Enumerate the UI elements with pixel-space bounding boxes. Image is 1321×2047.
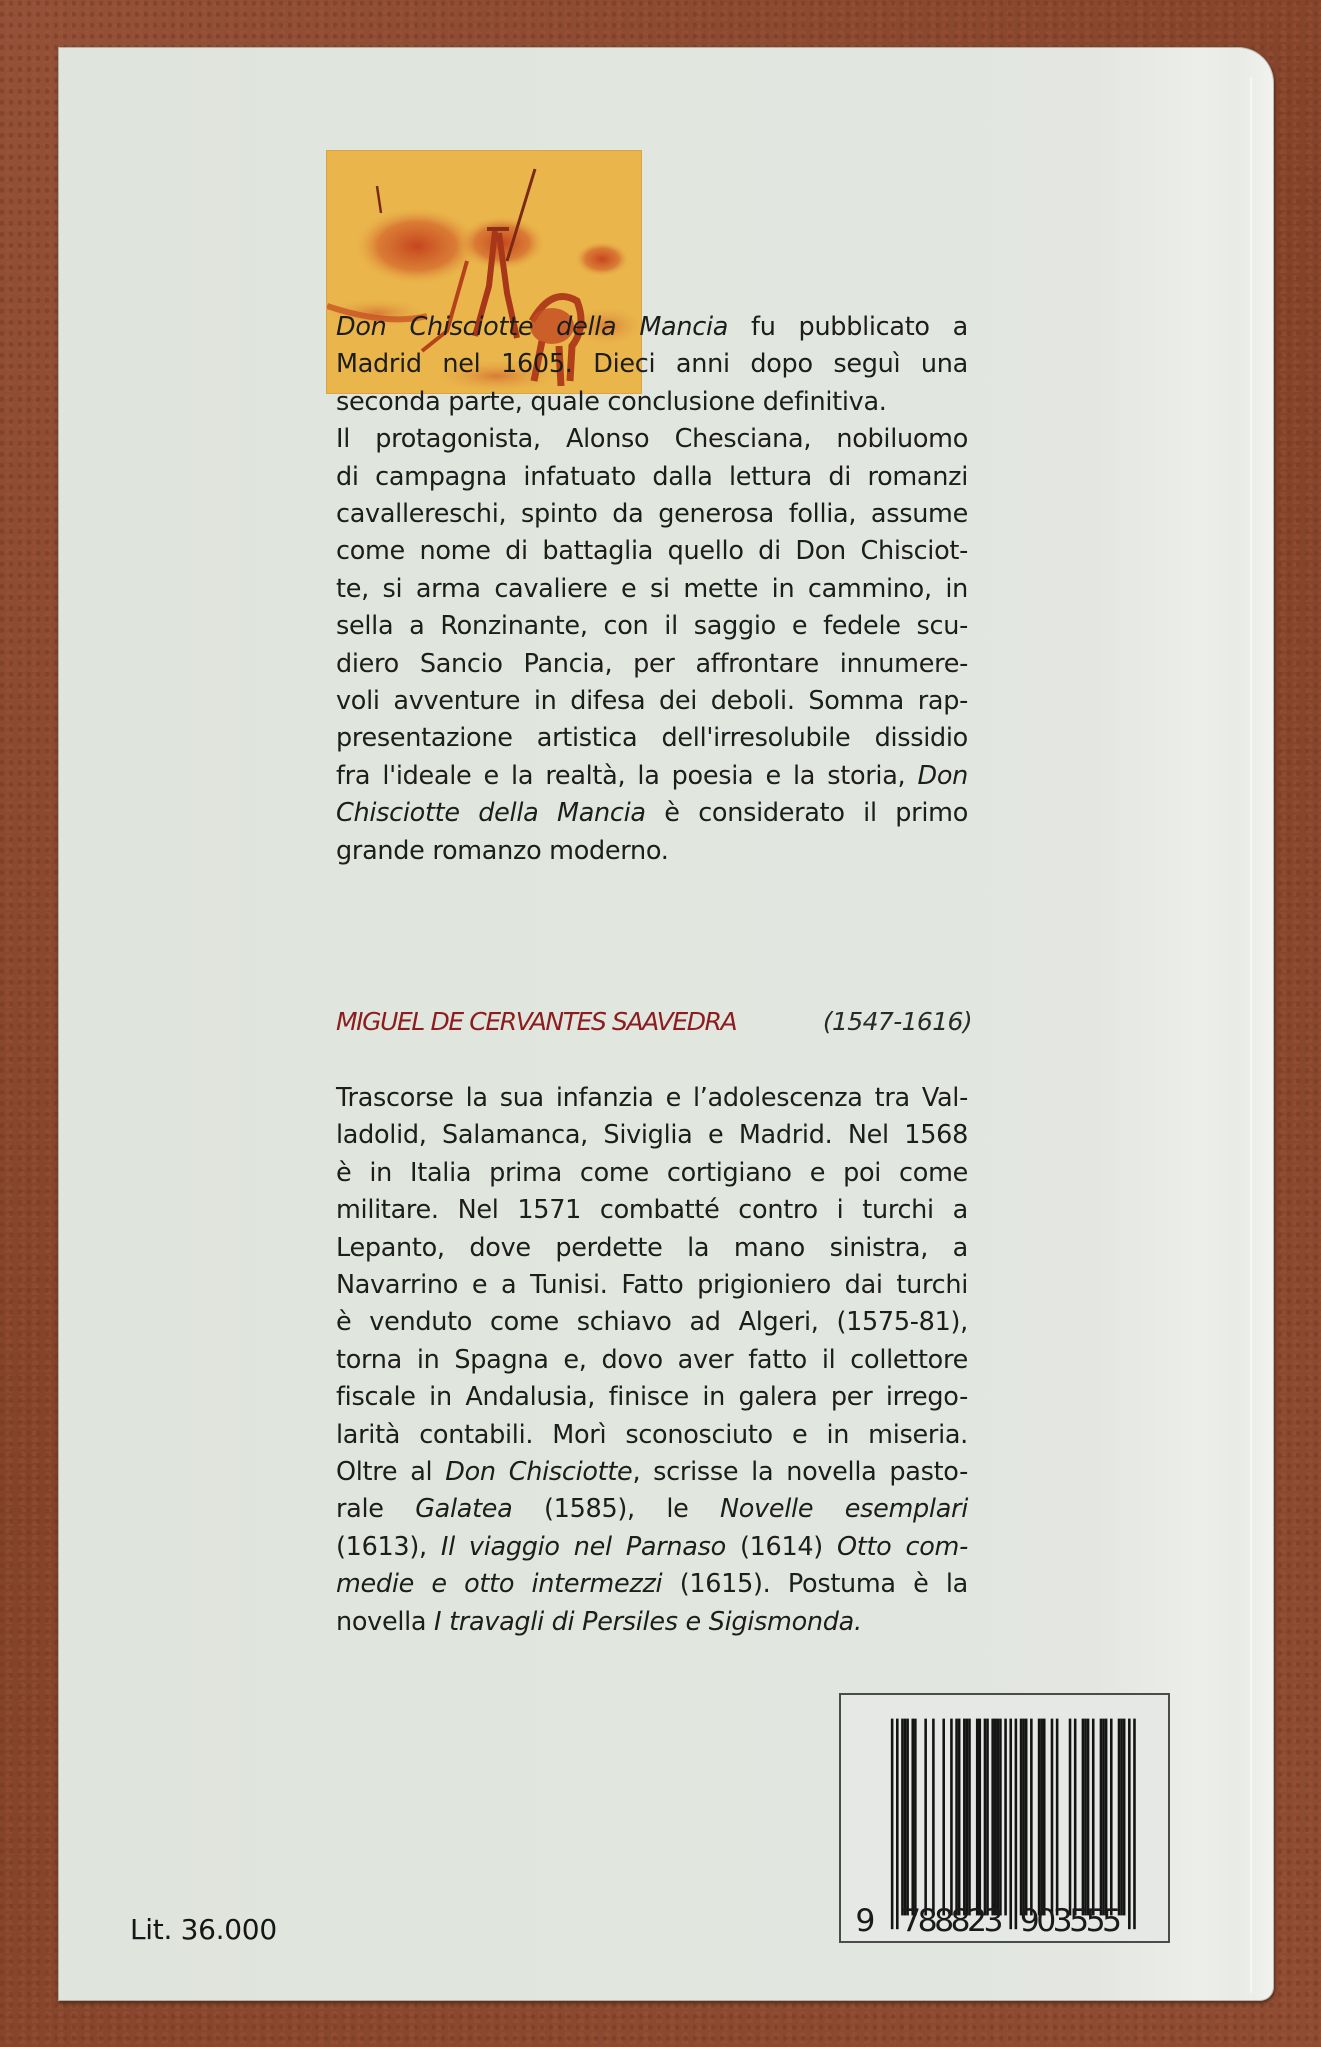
text-run: grande romanzo moderno.: [336, 835, 669, 866]
italic-title-text: Don: [917, 760, 968, 791]
barcode-lead-digit: 9: [855, 1903, 876, 1940]
text-run: come nome di battaglia quello di Don Chisciot-: [336, 536, 968, 567]
text-run: Madrid nel 1605. Dieci anni dopo seguì una: [336, 349, 968, 380]
text-line: [336, 1117, 968, 1154]
text-line: [336, 571, 968, 608]
text-run: fu pubblicato a: [728, 312, 968, 342]
text-run: voli avventure in difesa dei deboli. Somma rap-: [336, 686, 968, 717]
text-line: [336, 1491, 968, 1528]
text-line: [336, 795, 968, 832]
text-line: [336, 1192, 968, 1229]
text-line: [336, 384, 968, 421]
text-run: (1614): [725, 1531, 837, 1562]
text-run: Trascorse la sua infanzia e l’adolescenza tra Val-: [336, 1083, 968, 1113]
text-line: [336, 1267, 968, 1304]
text-run: (1585), le: [512, 1494, 721, 1525]
price-label: Lit. 36.000: [130, 1913, 277, 1946]
text-run: , scrisse la novella pasto-: [632, 1457, 968, 1488]
text-line: [336, 1304, 968, 1341]
author-name: MIGUEL DE CERVANTES SAAVEDRA: [336, 1007, 737, 1036]
text-line: [336, 720, 968, 757]
text-run: è considerato il primo: [645, 798, 968, 829]
text-run: è in Italia prima come cortigiano e poi come: [336, 1157, 968, 1188]
text-run: Il protagonista, Alonso Chesciana, nobiluomo: [336, 424, 968, 455]
synopsis-paragraph: [336, 309, 968, 870]
text-run: militare. Nel 1571 combatté contro i turchi a: [336, 1195, 968, 1226]
italic-title-text: Don Chisciotte della Mancia: [336, 312, 729, 342]
text-run: di campagna infatuato dalla lettura di romanzi: [336, 461, 968, 492]
author-biography-paragraph: [336, 1080, 968, 1641]
text-line: [336, 646, 968, 683]
text-line: [336, 1529, 968, 1566]
text-line: [336, 533, 968, 570]
book-back-cover: [58, 47, 1274, 2001]
italic-title-text: medie e otto intermezzi: [336, 1569, 663, 1600]
italic-title-text: I travagli di Persiles e Sigismonda.: [434, 1606, 862, 1637]
italic-title-text: Novelle esemplari: [720, 1494, 969, 1525]
italic-title-text: Galatea: [415, 1494, 513, 1525]
text-run: seconda parte, quale conclusione definitiva.: [336, 386, 887, 417]
text-line: [336, 1342, 968, 1379]
text-run: fiscale in Andalusia, finisce in galera per irrego-: [336, 1382, 968, 1413]
text-line: [336, 1230, 968, 1267]
text-run: Oltre al: [336, 1457, 446, 1488]
text-line: [336, 833, 968, 870]
text-line: [336, 346, 968, 383]
barcode-right-digits: 903555: [1019, 1903, 1123, 1940]
text-line: [336, 1604, 968, 1641]
text-run: presentazione artistica dell'irresolubile dissidio: [336, 723, 968, 754]
text-line: [336, 1379, 968, 1416]
italic-title-text: Don Chisciotte: [445, 1457, 633, 1488]
text-line: [336, 683, 968, 720]
text-line: [336, 1454, 968, 1491]
text-line: [336, 608, 968, 645]
text-line: [336, 1417, 968, 1454]
italic-title-text: Il viaggio nel Parnaso: [440, 1531, 726, 1562]
author-heading: [336, 1007, 972, 1047]
text-run: fra l'ideale e la realtà, la poesia e la storia,: [336, 760, 918, 791]
text-line: [336, 496, 968, 533]
text-line: [336, 1566, 968, 1603]
text-run: è venduto come schiavo ad Algeri, (1575-81),: [336, 1307, 968, 1338]
barcode-icon: [841, 1695, 1168, 1941]
text-run: torna in Spagna e, dovo aver fatto il collettore: [336, 1344, 968, 1375]
text-line: [336, 459, 968, 496]
text-run: diero Sancio Pancia, per affrontare innumere-: [336, 648, 968, 679]
barcode-left-digits: 788823: [901, 1903, 1004, 1940]
text-run: te, si arma cavaliere e si mette in cammino, in: [336, 573, 968, 604]
text-run: rale: [336, 1494, 416, 1525]
author-dates: (1547-1616): [822, 1007, 972, 1036]
text-line: [336, 309, 968, 346]
isbn-barcode: [839, 1693, 1170, 1943]
italic-title-text: Otto com-: [837, 1531, 968, 1562]
text-run: sella a Ronzinante, con il saggio e fedele scu-: [336, 611, 968, 642]
text-run: larità contabili. Morì sconosciuto e in miseria.: [336, 1419, 968, 1450]
text-run: Lepanto, dove perdette la mano sinistra, a: [336, 1232, 968, 1263]
text-line: [336, 1080, 968, 1117]
italic-title-text: Chisciotte della Mancia: [336, 798, 646, 829]
text-line: [336, 421, 968, 458]
text-run: novella: [336, 1606, 435, 1637]
text-run: (1613),: [336, 1531, 441, 1562]
text-run: ladolid, Salamanca, Siviglia e Madrid. Nel 1568: [336, 1120, 968, 1151]
text-line: [336, 1155, 968, 1192]
text-run: (1615). Postuma è la: [662, 1569, 969, 1600]
text-line: [336, 758, 968, 795]
text-run: Navarrino e a Tunisi. Fatto prigioniero dai turchi: [336, 1270, 968, 1301]
text-run: cavallereschi, spinto da generosa follia, assume: [336, 499, 968, 530]
